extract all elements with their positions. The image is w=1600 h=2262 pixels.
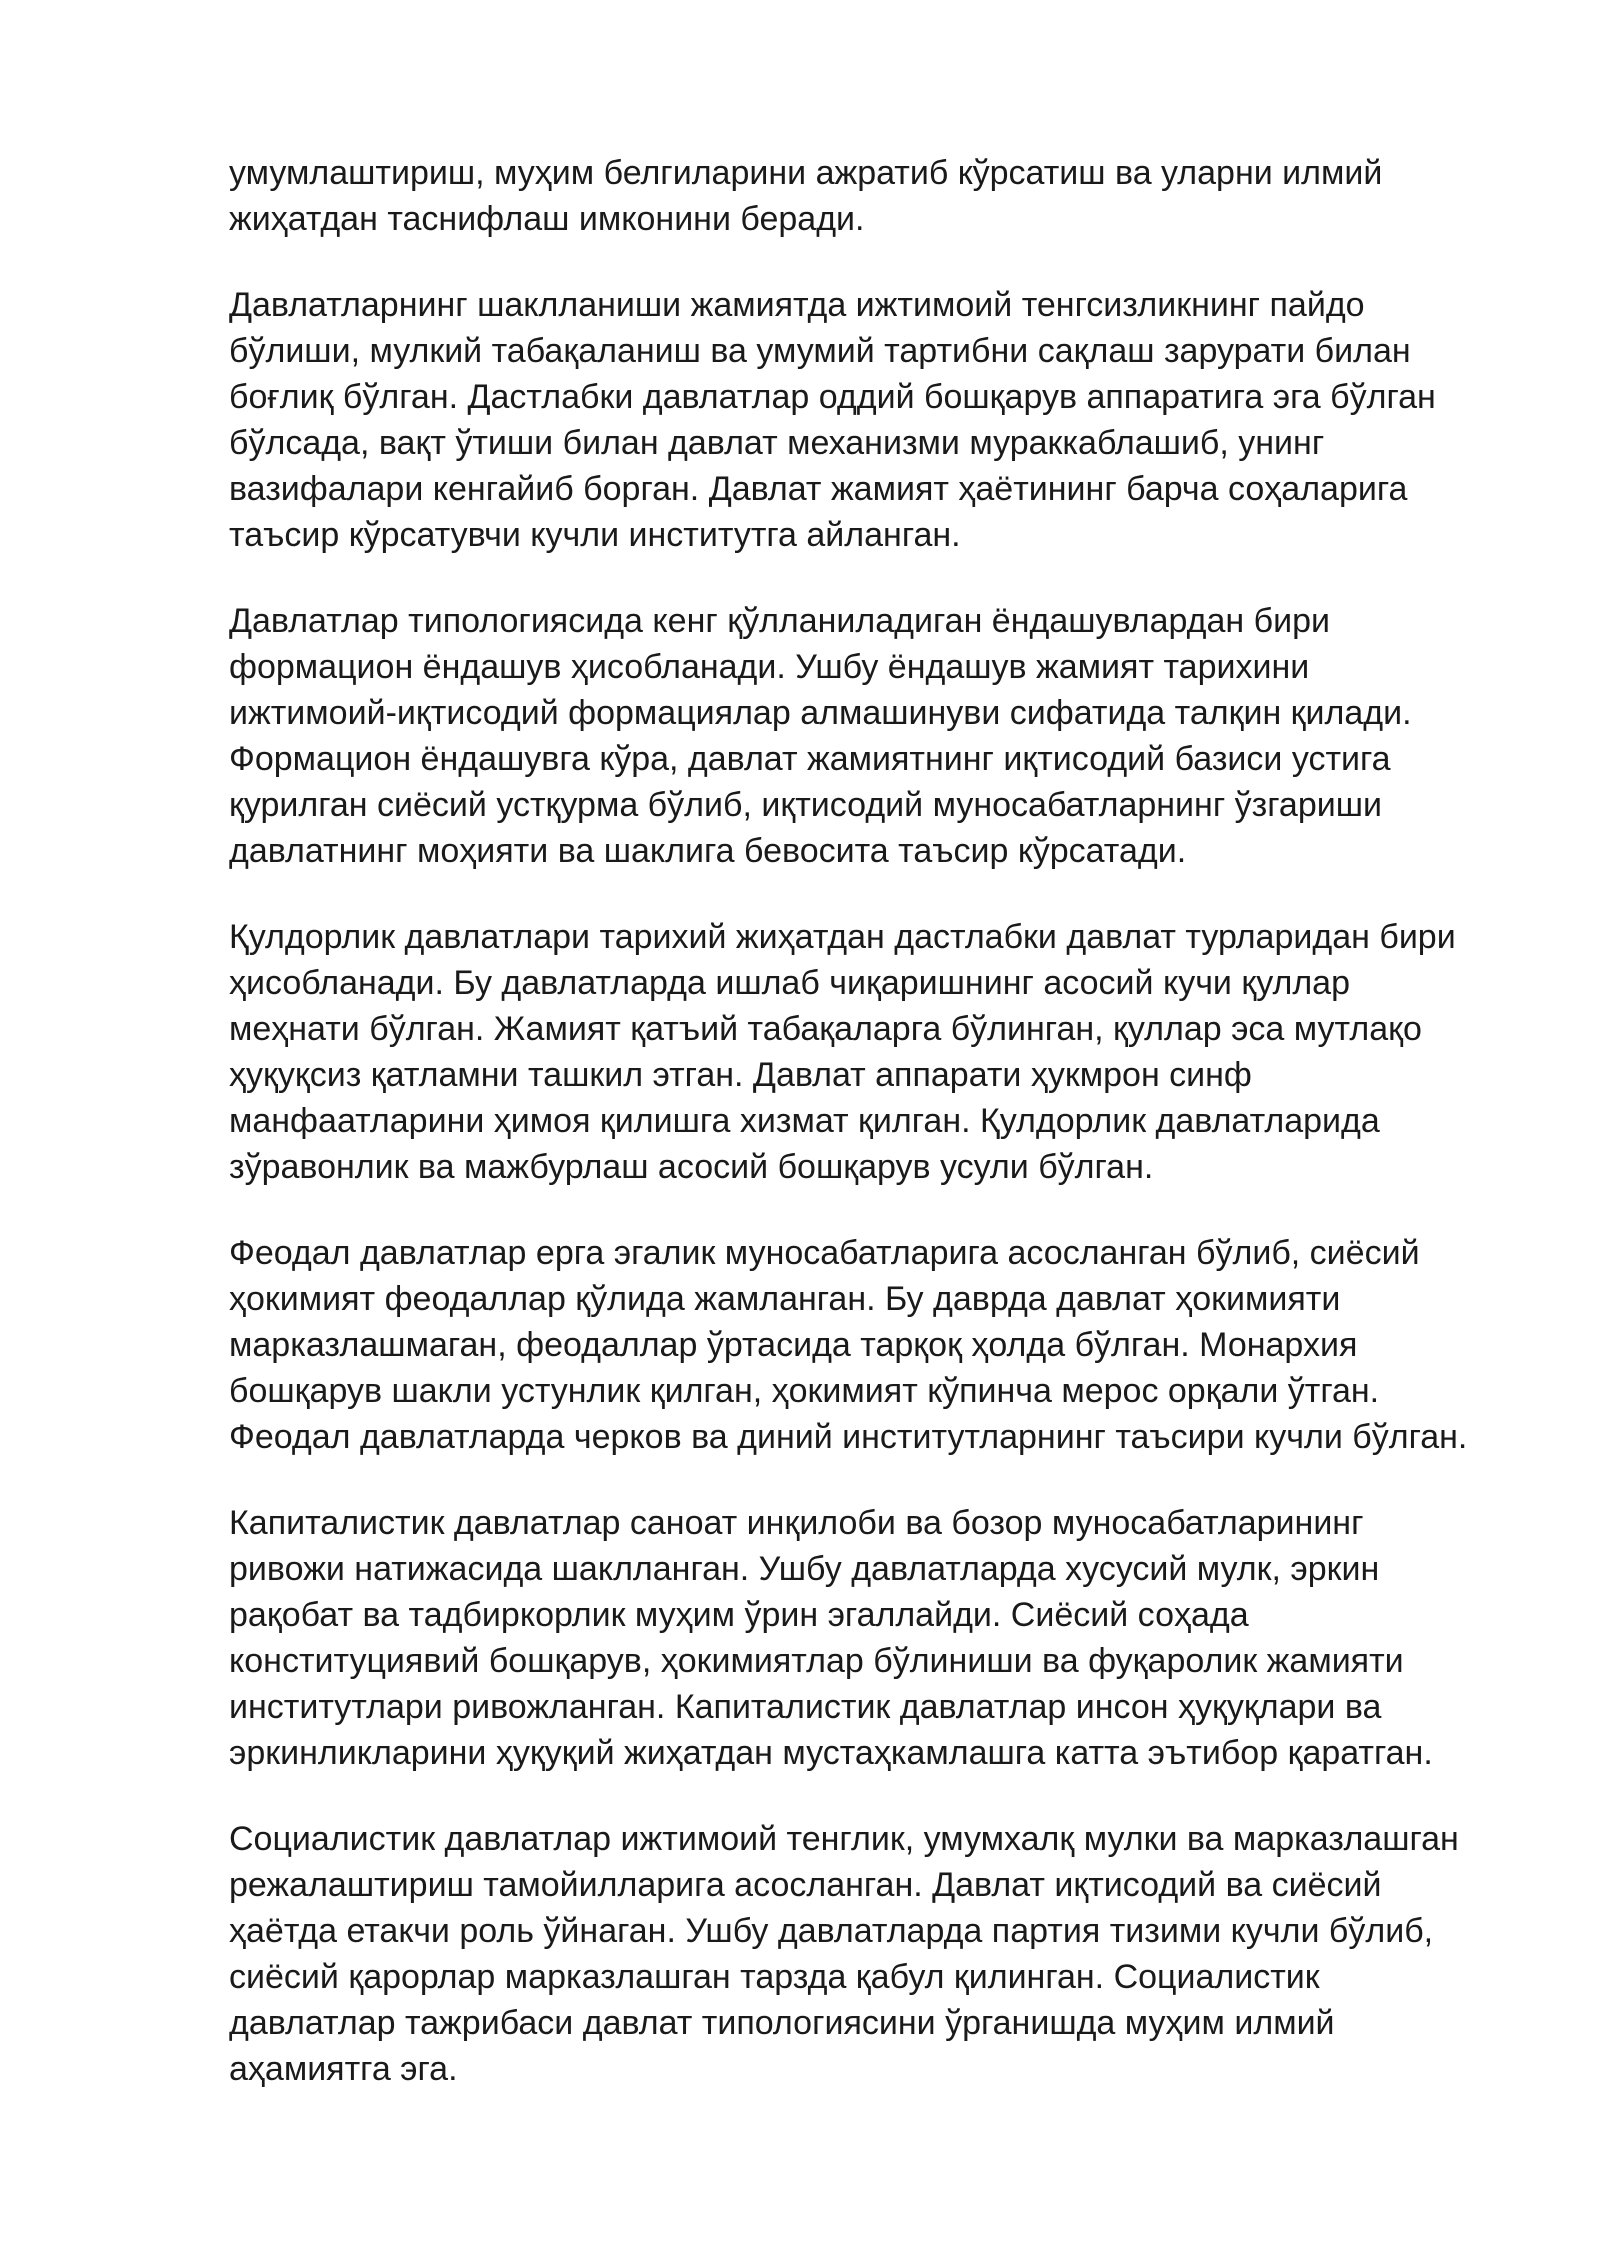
text-line: Феодал давлатларда черков ва диний институтларнинг таъсири кучли бўлган.: [229, 1418, 1468, 1456]
text-line: жиҳатдан таснифлаш имконини беради.: [229, 200, 865, 238]
text-line: ижтимоий-иқтисодий формациялар алмашинуви сифатида талқин қилади.: [229, 694, 1412, 732]
text-line: сиёсий қарорлар марказлашган тарзда қабул қилинган. Социалистик: [229, 1958, 1320, 1996]
paragraph: [229, 914, 1529, 1190]
text-line: боғлиқ бўлган. Дастлабки давлатлар оддий бошқарув аппаратига эга бўлган: [229, 378, 1436, 416]
document-body: [229, 150, 1529, 2132]
text-line: таъсир кўрсатувчи кучли институтга айланган.: [229, 516, 961, 554]
text-line: формацион ёндашув ҳисобланади. Ушбу ёндашув жамият тарихини: [229, 648, 1310, 686]
paragraph: [229, 150, 1529, 242]
text-line: қурилган сиёсий устқурма бўлиб, иқтисодий муносабатларнинг ўзгариши: [229, 786, 1382, 824]
text-line: зўравонлик ва мажбурлаш асосий бошқарув усули бўлган.: [229, 1148, 1154, 1186]
text-line: ҳисобланади. Бу давлатларда ишлаб чиқаришнинг асосий кучи қуллар: [229, 964, 1350, 1002]
text-line: эркинликларини ҳуқуқий жиҳатдан мустаҳкамлашга катта эътибор қаратган.: [229, 1734, 1433, 1772]
text-line: институтлари ривожланган. Капиталистик давлатлар инсон ҳуқуқлари ва: [229, 1688, 1382, 1726]
text-line: конституциявий бошқарув, ҳокимиятлар бўлиниши ва фуқаролик жамияти: [229, 1642, 1404, 1680]
text-line: Социалистик давлатлар ижтимоий тенглик, умумхалқ мулки ва марказлашган: [229, 1820, 1459, 1858]
text-line: вазифалари кенгайиб борган. Давлат жамият ҳаётининг барча соҳаларига: [229, 470, 1408, 508]
text-line: бўлиши, мулкий табақаланиш ва умумий тартибни сақлаш зарурати билан: [229, 332, 1411, 370]
text-line: ҳуқуқсиз қатламни ташкил этган. Давлат аппарати ҳукмрон синф: [229, 1056, 1252, 1094]
text-line: ҳокимият феодаллар қўлида жамланган. Бу даврда давлат ҳокимияти: [229, 1280, 1341, 1318]
text-line: умумлаштириш, муҳим белгиларини ажратиб кўрсатиш ва уларни илмий: [229, 154, 1383, 192]
text-line: Давлатларнинг шаклланиши жамиятда ижтимоий тенгсизликнинг пайдо: [229, 286, 1365, 324]
paragraph: [229, 282, 1529, 558]
text-line: бўлсада, вақт ўтиши билан давлат механизми мураккаблашиб, унинг: [229, 424, 1325, 462]
text-line: Капиталистик давлатлар саноат инқилоби ва бозор муносабатларининг: [229, 1504, 1364, 1542]
text-line: режалаштириш тамойилларига асосланган. Давлат иқтисодий ва сиёсий: [229, 1866, 1382, 1904]
paragraph: [229, 1816, 1529, 2092]
text-line: Феодал давлатлар ерга эгалик муносабатларига асосланган бўлиб, сиёсий: [229, 1234, 1420, 1272]
text-line: манфаатларини ҳимоя қилишга хизмат қилган. Қулдорлик давлатларида: [229, 1102, 1380, 1140]
text-line: Давлатлар типологиясида кенг қўлланиладиган ёндашувлардан бири: [229, 602, 1330, 640]
text-line: меҳнати бўлган. Жамият қатъий табақаларга бўлинган, қуллар эса мутлақо: [229, 1010, 1422, 1048]
text-line: ҳаётда етакчи роль ўйнаган. Ушбу давлатларда партия тизими кучли бўлиб,: [229, 1912, 1434, 1950]
text-line: марказлашмаган, феодаллар ўртасида тарқоқ ҳолда бўлган. Монархия: [229, 1326, 1358, 1364]
text-line: Қулдорлик давлатлари тарихий жиҳатдан дастлабки давлат турларидан бири: [229, 918, 1456, 956]
text-line: аҳамиятга эга.: [229, 2050, 458, 2088]
text-line: давлатнинг моҳияти ва шаклига бевосита таъсир кўрсатади.: [229, 832, 1187, 870]
paragraph: [229, 1500, 1529, 1776]
text-line: бошқарув шакли устунлик қилган, ҳокимият кўпинча мерос орқали ўтган.: [229, 1372, 1380, 1410]
text-line: Формацион ёндашувга кўра, давлат жамиятнинг иқтисодий базиси устига: [229, 740, 1391, 778]
paragraph: [229, 1230, 1529, 1460]
text-line: рақобат ва тадбиркорлик муҳим ўрин эгаллайди. Сиёсий соҳада: [229, 1596, 1249, 1634]
text-line: ривожи натижасида шаклланган. Ушбу давлатларда хусусий мулк, эркин: [229, 1550, 1380, 1588]
text-line: давлатлар тажрибаси давлат типологиясини ўрганишда муҳим илмий: [229, 2004, 1335, 2042]
paragraph: [229, 598, 1529, 874]
